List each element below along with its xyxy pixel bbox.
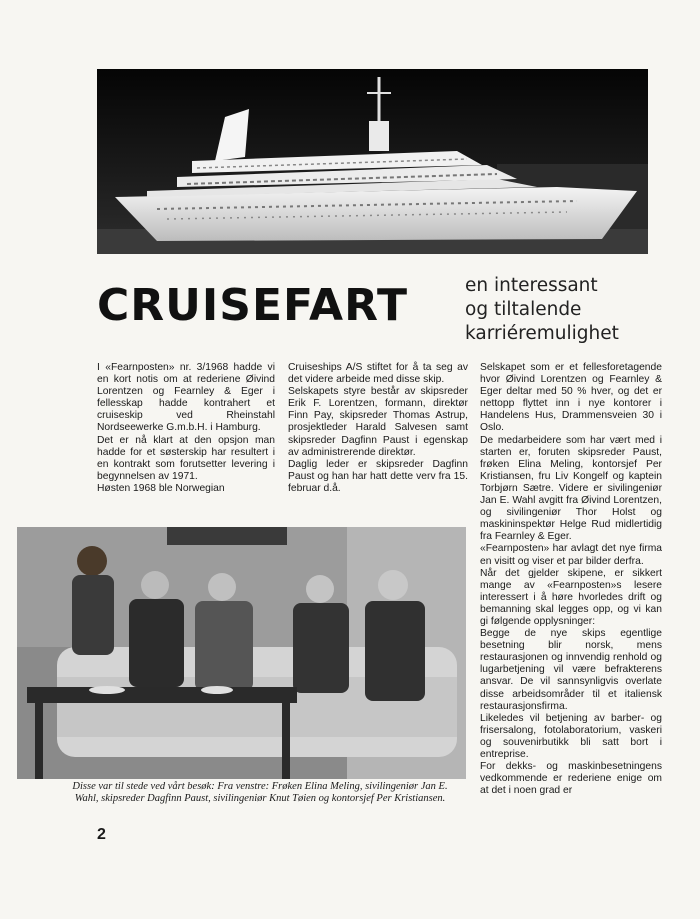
- subtitle-line: en interessant: [465, 275, 598, 296]
- paragraph: Høsten 1968 ble Norwegian: [97, 482, 225, 494]
- article-column-3: [480, 362, 662, 797]
- group-photo: [17, 527, 466, 779]
- paragraph: Det er nå klart at den opsjon man hadde for et søsterskip har resultert i en kontrakt som forutsetter levering i begynnelsen av 1971.: [97, 434, 275, 482]
- subtitle-line: karriéremulighet: [465, 323, 619, 344]
- paragraph: Selskapet som er et fellesforetagende hvor Øivind Lorentzen og Fearnley & Eger deltar med 50 % hver, og det er nettopp flyttet inn i nye kontorer i Handelens Hus, Drammensveien 30 i Oslo.: [480, 362, 662, 434]
- photo-caption: Disse var til stede ved vårt besøk: Fra venstre: Frøken Elina Meling, sivilingeniør Jan E. Wahl, skipsreder Dagfinn Paust, sivilingeniør Knut Tøien og kontorsjef Per Kristiansen.: [72, 781, 448, 804]
- paragraph: «Fearnposten» har avlagt det nye firma en visitt og viser et par bilder derfra.: [480, 543, 662, 567]
- paragraph: Begge de nye skips egentlige besetning blir norsk, mens restaurasjonen og innvendig renhold og lugarbetjening vil være befrakterens ansvar. De vil sannsynligvis overlate disse arbeidsområder til et italiensk restaurasjonsfirma.: [480, 628, 662, 712]
- article-column-1: [97, 362, 275, 495]
- article-column-2: [288, 362, 468, 495]
- paragraph: Når det gjelder skipene, er sikkert mange av «Fearnposten»s lesere interessert i å høre hvorledes drift og bemanning skal legges opp, og vi kan gi følgende opplysninger:: [480, 567, 662, 627]
- subtitle: [465, 274, 695, 346]
- paragraph: De medarbeidere som har vært med i starten er, foruten skipsreder Paust, frøken Elina Meling, kontorsjef Per Kristiansen, fru Liv Kongelf og kaptein Torbjørn Sætre. Videre er sivilingeniør Jan E. Wahl avgitt fra Øivind Lorentzen, og sivilingeniør Thor Holst og maskininspektør Helge Rud midlertidig fra Fearnley & Eger.: [480, 434, 662, 543]
- paragraph: For dekks- og maskinbesetningens vedkommende er rederiene enige om at det i noen grad er: [480, 761, 662, 797]
- paragraph: Selskapets styre består av skipsreder Erik F. Lorentzen, formann, direktør Finn Pay, skipsreder Thomas Astrup, prosjektleder Harald Salvesen samt skipsreder Dagfinn Paust i egenskap av administrerende direktør.: [288, 386, 468, 458]
- paragraph: I «Fearnposten» nr. 3/1968 hadde vi en kort notis om at rederiene Øivind Lorentzen og Fearnley & Eger i fellesskap hadde kontrahert et cruiseskip ved Rheinstahl Nordseewerke G.m.b.H. i Hamburg.: [97, 362, 275, 434]
- paragraph: Daglig leder er skipsreder Dagfinn Paust og han har hatt dette verv fra 15. februar d.å.: [288, 458, 468, 494]
- paragraph: Likeledes vil betjening av barber- og frisersalong, fotolaboratorium, vaskeri og souvenirbutikk bli satt bort i entreprise.: [480, 712, 662, 760]
- subtitle-line: og tiltalende: [465, 299, 582, 320]
- ship-model-photo: [97, 69, 648, 254]
- paragraph: Cruiseships A/S stiftet for å ta seg av det videre arbeide med disse skip.: [288, 362, 468, 386]
- headline: CRUISEFART: [97, 280, 408, 331]
- page-number: 2: [97, 826, 106, 843]
